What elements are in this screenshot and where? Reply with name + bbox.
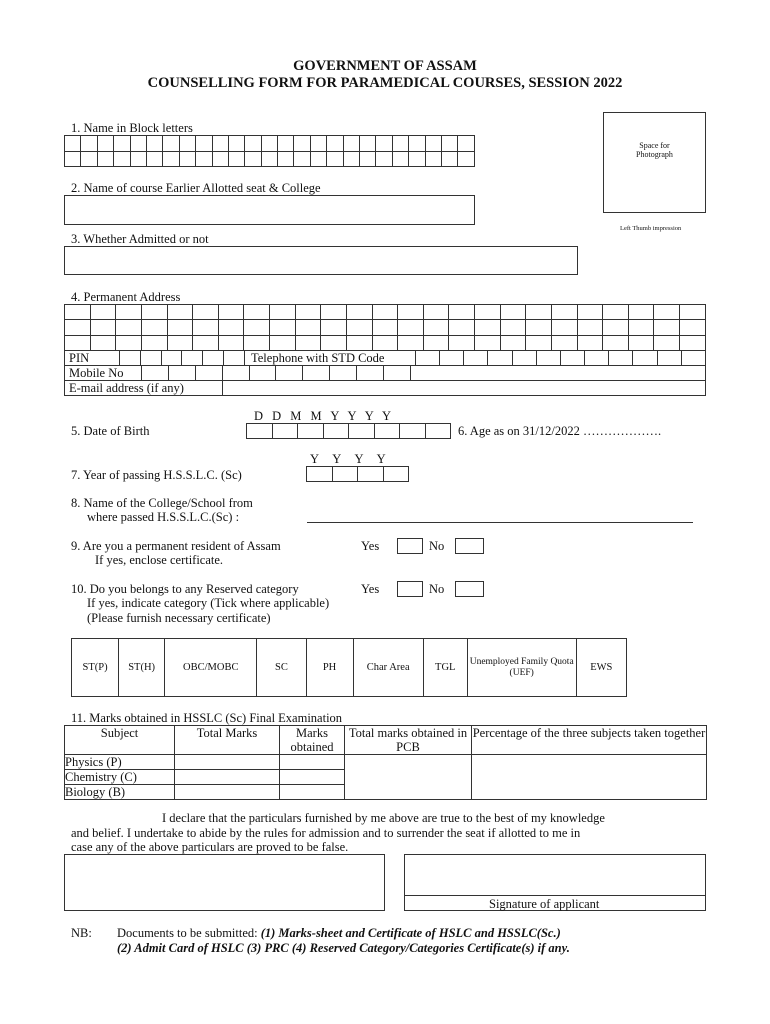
- name-letter-cell[interactable]: [294, 136, 310, 152]
- telephone-digit-cell[interactable]: [488, 351, 512, 366]
- address-letter-cell[interactable]: [141, 305, 167, 320]
- address-letter-cell[interactable]: [526, 320, 552, 335]
- course-label: 2. Name of course Earlier Allotted seat & College: [71, 181, 321, 195]
- pin-label: PIN: [69, 351, 90, 365]
- telephone-digit-cell[interactable]: [585, 351, 609, 366]
- name-letter-cell[interactable]: [245, 151, 261, 167]
- year-digit-cell[interactable]: [383, 467, 409, 482]
- admitted-input[interactable]: [64, 246, 578, 275]
- address-letter-cell[interactable]: [551, 320, 577, 335]
- name-letter-cell[interactable]: [310, 136, 326, 152]
- reserved-note-1: If yes, indicate category (Tick where applicable): [87, 596, 330, 610]
- name-letter-cell[interactable]: [97, 151, 113, 167]
- address-letter-cell[interactable]: [295, 305, 321, 320]
- address-letter-cell[interactable]: [346, 305, 372, 320]
- address-letter-cell[interactable]: [603, 320, 629, 335]
- address-letter-cell[interactable]: [423, 335, 449, 350]
- name-letter-cell[interactable]: [114, 136, 130, 152]
- name-letter-cell[interactable]: [392, 136, 408, 152]
- pin-digit-cell[interactable]: [182, 351, 203, 366]
- year-digit-cell[interactable]: [332, 467, 358, 482]
- name-letter-cell[interactable]: [425, 151, 441, 167]
- address-letter-cell[interactable]: [500, 305, 526, 320]
- name-letter-cell[interactable]: [65, 151, 81, 167]
- address-letter-cell[interactable]: [244, 305, 270, 320]
- name-letter-cell[interactable]: [441, 136, 457, 152]
- pin-digit-cell[interactable]: [120, 351, 141, 366]
- address-letter-cell[interactable]: [398, 320, 424, 335]
- address-letter-cell[interactable]: [218, 320, 244, 335]
- name-letter-cell[interactable]: [343, 136, 359, 152]
- name-letter-cell[interactable]: [163, 151, 179, 167]
- address-letter-cell[interactable]: [346, 335, 372, 350]
- form-title-course: COUNSELLING FORM FOR PARAMEDICAL COURSES, SESSION 2022: [147, 75, 623, 91]
- address-letter-cell[interactable]: [475, 320, 501, 335]
- category-obc-mobc[interactable]: OBC/MOBC: [165, 639, 257, 697]
- resident-no-label: No: [429, 539, 445, 553]
- address-letter-cell[interactable]: [167, 305, 193, 320]
- subject-physics: Physics (P): [65, 755, 175, 770]
- dob-digit-cell[interactable]: [425, 424, 451, 439]
- address-letter-cell[interactable]: [398, 335, 424, 350]
- address-letter-cell[interactable]: [270, 335, 296, 350]
- declaration-line-2: and belief. I undertake to abide by the rules for admission and to surrender the seat if allotted to me in: [71, 826, 581, 840]
- name-letter-cell[interactable]: [196, 136, 212, 152]
- declaration-line-1: I declare that the particulars furnished by me above are true to the best of my knowledge: [162, 811, 605, 825]
- name-letter-cell[interactable]: [458, 151, 475, 167]
- reserved-note-2: (Please furnish necessary certificate): [87, 611, 271, 625]
- dob-digit-cell[interactable]: [349, 424, 375, 439]
- name-letter-cell[interactable]: [409, 136, 425, 152]
- name-letter-cell[interactable]: [228, 136, 244, 152]
- name-letter-cell[interactable]: [130, 136, 146, 152]
- category-sc[interactable]: SC: [257, 639, 306, 697]
- nb-line-1: [117, 926, 561, 940]
- name-letter-cell[interactable]: [146, 151, 162, 167]
- mobile-input-grid[interactable]: [141, 365, 411, 381]
- category-tgl[interactable]: TGL: [423, 639, 467, 697]
- address-letter-cell[interactable]: [193, 335, 219, 350]
- address-letter-cell[interactable]: [654, 320, 680, 335]
- address-letter-cell[interactable]: [577, 320, 603, 335]
- address-letter-cell[interactable]: [423, 320, 449, 335]
- course-input[interactable]: [64, 195, 475, 225]
- subject-chemistry: Chemistry (C): [65, 770, 175, 785]
- address-letter-cell[interactable]: [603, 305, 629, 320]
- resident-no-checkbox[interactable]: [455, 538, 484, 554]
- pcb-total-input[interactable]: [345, 755, 472, 800]
- pin-digit-cell[interactable]: [203, 351, 224, 366]
- chemistry-total-input[interactable]: [175, 770, 280, 785]
- physics-obtained-input[interactable]: [280, 755, 345, 770]
- address-letter-cell[interactable]: [65, 305, 91, 320]
- name-letter-cell[interactable]: [392, 151, 408, 167]
- name-letter-grid[interactable]: [64, 135, 475, 167]
- reserved-yes-label: Yes: [361, 582, 380, 596]
- marks-table: [64, 725, 707, 800]
- address-letter-cell[interactable]: [654, 305, 680, 320]
- age-label: 6. Age as on 31/12/2022 ……………….: [458, 424, 662, 438]
- address-letter-cell[interactable]: [372, 320, 398, 335]
- telephone-digit-cell[interactable]: [536, 351, 560, 366]
- dob-digit-cell[interactable]: [247, 424, 273, 439]
- address-letter-cell[interactable]: [500, 335, 526, 350]
- resident-label: 9. Are you a permanent resident of Assam: [71, 539, 281, 553]
- address-letter-cell[interactable]: [680, 335, 706, 350]
- address-letter-cell[interactable]: [116, 335, 142, 350]
- photo-label-2: Photograph: [636, 150, 673, 159]
- reserved-label: 10. Do you belongs to any Reserved category: [71, 582, 299, 596]
- name-letter-cell[interactable]: [441, 151, 457, 167]
- subject-biology: Biology (B): [65, 785, 175, 800]
- marks-header-percentage: Percentage of the three subjects taken together: [472, 726, 707, 755]
- telephone-label: Telephone with STD Code: [251, 351, 385, 365]
- address-letter-cell[interactable]: [270, 320, 296, 335]
- address-letter-cell[interactable]: [475, 305, 501, 320]
- telephone-digit-cell[interactable]: [464, 351, 488, 366]
- mobile-digit-cell[interactable]: [195, 366, 222, 381]
- photo-label-1: Space for: [639, 141, 670, 150]
- address-letter-cell[interactable]: [116, 320, 142, 335]
- marks-header-pcb: Total marks obtained in PCB: [345, 726, 472, 755]
- mobile-digit-cell[interactable]: [303, 366, 330, 381]
- nb-documents-1: (1) Marks-sheet and Certificate of HSLC and HSSLC(Sc.): [260, 926, 561, 940]
- biology-total-input[interactable]: [175, 785, 280, 800]
- category-char-area[interactable]: Char Area: [353, 639, 423, 697]
- name-letter-cell[interactable]: [327, 136, 343, 152]
- pin-input-grid[interactable]: [119, 350, 245, 366]
- signature-label: Signature of applicant: [489, 897, 600, 911]
- name-letter-cell[interactable]: [179, 151, 195, 167]
- marks-header-subject: Subject: [65, 726, 175, 755]
- telephone-input-grid[interactable]: [415, 350, 706, 366]
- address-letter-cell[interactable]: [346, 320, 372, 335]
- mobile-digit-cell[interactable]: [276, 366, 303, 381]
- marks-header-total: Total Marks: [175, 726, 280, 755]
- pin-digit-cell[interactable]: [140, 351, 161, 366]
- year-input-grid[interactable]: [306, 466, 409, 482]
- telephone-digit-cell[interactable]: [609, 351, 633, 366]
- address-letter-cell[interactable]: [218, 335, 244, 350]
- address-letter-cell[interactable]: [449, 320, 475, 335]
- address-letter-cell[interactable]: [321, 335, 347, 350]
- mobile-digit-cell[interactable]: [222, 366, 249, 381]
- reserved-no-label: No: [429, 582, 445, 596]
- address-letter-cell[interactable]: [654, 335, 680, 350]
- name-letter-cell[interactable]: [212, 136, 228, 152]
- name-letter-cell[interactable]: [81, 151, 97, 167]
- year-label: 7. Year of passing H.S.S.L.C. (Sc): [71, 468, 242, 482]
- name-letter-cell[interactable]: [360, 151, 376, 167]
- address-letter-cell[interactable]: [577, 335, 603, 350]
- telephone-digit-cell[interactable]: [633, 351, 657, 366]
- name-letter-cell[interactable]: [97, 136, 113, 152]
- dob-format-letters: D D M M Y Y Y Y: [254, 409, 392, 423]
- nb-documents-2: (2) Admit Card of HSLC (3) PRC (4) Reserved Category/Categories Certificate(s) if any.: [117, 941, 570, 955]
- address-letter-cell[interactable]: [628, 320, 654, 335]
- category-ph[interactable]: PH: [306, 639, 353, 697]
- address-letter-cell[interactable]: [449, 305, 475, 320]
- nb-prefix: Documents to be submitted:: [117, 926, 258, 940]
- college-label-2: where passed H.S.S.L.C.(Sc) :: [87, 510, 240, 524]
- address-letter-cell[interactable]: [244, 335, 270, 350]
- dob-digit-cell[interactable]: [298, 424, 324, 439]
- name-letter-cell[interactable]: [294, 151, 310, 167]
- name-letter-cell[interactable]: [65, 136, 81, 152]
- address-letter-cell[interactable]: [141, 320, 167, 335]
- address-letter-cell[interactable]: [551, 305, 577, 320]
- year-digit-cell[interactable]: [358, 467, 384, 482]
- name-letter-cell[interactable]: [212, 151, 228, 167]
- telephone-digit-cell[interactable]: [440, 351, 464, 366]
- address-letter-cell[interactable]: [90, 335, 116, 350]
- email-label: E-mail address (if any): [69, 381, 184, 395]
- address-letter-cell[interactable]: [270, 305, 296, 320]
- address-letter-cell[interactable]: [577, 305, 603, 320]
- name-letter-cell[interactable]: [228, 151, 244, 167]
- pin-digit-cell[interactable]: [161, 351, 182, 366]
- address-letter-cell[interactable]: [90, 320, 116, 335]
- address-letter-cell[interactable]: [372, 305, 398, 320]
- address-letter-cell[interactable]: [65, 320, 91, 335]
- name-letter-cell[interactable]: [343, 151, 359, 167]
- category-uef[interactable]: Unemployed Family Quota (UEF): [467, 639, 576, 697]
- name-letter-cell[interactable]: [146, 136, 162, 152]
- name-letter-cell[interactable]: [245, 136, 261, 152]
- college-label-1: 8. Name of the College/School from: [71, 496, 253, 510]
- physics-total-input[interactable]: [175, 755, 280, 770]
- percentage-input[interactable]: [472, 755, 707, 800]
- marks-header-obtained: Marks obtained: [280, 726, 345, 755]
- name-letter-cell[interactable]: [376, 151, 392, 167]
- address-letter-cell[interactable]: [526, 305, 552, 320]
- year-digit-cell[interactable]: [307, 467, 333, 482]
- address-letter-cell[interactable]: [398, 305, 424, 320]
- address-letter-cell[interactable]: [65, 335, 91, 350]
- address-letter-cell[interactable]: [167, 320, 193, 335]
- address-letter-cell[interactable]: [680, 305, 706, 320]
- dob-digit-cell[interactable]: [272, 424, 298, 439]
- address-letter-cell[interactable]: [218, 305, 244, 320]
- biology-obtained-input[interactable]: [280, 785, 345, 800]
- address-letter-cell[interactable]: [551, 335, 577, 350]
- name-letter-cell[interactable]: [196, 151, 212, 167]
- address-letter-cell[interactable]: [321, 320, 347, 335]
- name-letter-cell[interactable]: [114, 151, 130, 167]
- chemistry-obtained-input[interactable]: [280, 770, 345, 785]
- resident-yes-label: Yes: [361, 539, 380, 553]
- name-letter-cell[interactable]: [278, 136, 294, 152]
- name-letter-cell[interactable]: [261, 136, 277, 152]
- address-letter-cell[interactable]: [90, 305, 116, 320]
- address-letter-cell[interactable]: [372, 335, 398, 350]
- declaration-line-3: case any of the above particulars are proved to be false.: [71, 840, 349, 854]
- name-label: 1. Name in Block letters: [71, 121, 193, 135]
- year-format-letters: Y Y Y Y: [310, 452, 386, 466]
- nb-label: NB:: [71, 926, 92, 940]
- college-input-line[interactable]: [307, 522, 693, 523]
- name-letter-cell[interactable]: [163, 136, 179, 152]
- name-letter-cell[interactable]: [81, 136, 97, 152]
- address-letter-cell[interactable]: [295, 335, 321, 350]
- mobile-digit-cell[interactable]: [357, 366, 384, 381]
- address-letter-cell[interactable]: [167, 335, 193, 350]
- address-letter-cell[interactable]: [193, 305, 219, 320]
- name-letter-cell[interactable]: [327, 151, 343, 167]
- address-letter-grid[interactable]: [64, 304, 706, 351]
- address-letter-cell[interactable]: [449, 335, 475, 350]
- reserved-no-checkbox[interactable]: [455, 581, 484, 597]
- resident-note: If yes, enclose certificate.: [95, 553, 224, 567]
- mobile-digit-cell[interactable]: [142, 366, 169, 381]
- address-letter-cell[interactable]: [244, 320, 270, 335]
- address-letter-cell[interactable]: [321, 305, 347, 320]
- form-title-govt: GOVERNMENT OF ASSAM: [293, 58, 477, 74]
- name-letter-cell[interactable]: [130, 151, 146, 167]
- address-letter-cell[interactable]: [628, 305, 654, 320]
- telephone-digit-cell[interactable]: [416, 351, 440, 366]
- resident-yes-checkbox[interactable]: [397, 538, 423, 554]
- address-letter-cell[interactable]: [603, 335, 629, 350]
- reserved-yes-checkbox[interactable]: [397, 581, 423, 597]
- declaration-box[interactable]: [64, 854, 385, 911]
- marks-title: 11. Marks obtained in HSSLC (Sc) Final Examination: [71, 711, 343, 725]
- mobile-digit-cell[interactable]: [330, 366, 357, 381]
- address-letter-cell[interactable]: [628, 335, 654, 350]
- address-letter-cell[interactable]: [423, 305, 449, 320]
- name-letter-cell[interactable]: [179, 136, 195, 152]
- photograph-box[interactable]: [603, 112, 706, 213]
- name-letter-cell[interactable]: [310, 151, 326, 167]
- name-letter-cell[interactable]: [278, 151, 294, 167]
- category-st-h[interactable]: ST(H): [119, 639, 165, 697]
- address-letter-cell[interactable]: [295, 320, 321, 335]
- dob-label: 5. Date of Birth: [71, 424, 150, 438]
- dob-input-grid[interactable]: [246, 423, 451, 439]
- address-letter-cell[interactable]: [526, 335, 552, 350]
- mobile-label: Mobile No: [69, 366, 124, 380]
- name-letter-cell[interactable]: [376, 136, 392, 152]
- address-letter-cell[interactable]: [141, 335, 167, 350]
- telephone-digit-cell[interactable]: [681, 351, 705, 366]
- address-letter-cell[interactable]: [500, 320, 526, 335]
- name-letter-cell[interactable]: [425, 136, 441, 152]
- address-letter-cell[interactable]: [475, 335, 501, 350]
- telephone-digit-cell[interactable]: [657, 351, 681, 366]
- address-letter-cell[interactable]: [193, 320, 219, 335]
- admitted-label: 3. Whether Admitted or not: [71, 232, 209, 246]
- address-letter-cell[interactable]: [680, 320, 706, 335]
- name-letter-cell[interactable]: [409, 151, 425, 167]
- address-letter-cell[interactable]: [116, 305, 142, 320]
- name-letter-cell[interactable]: [458, 136, 475, 152]
- thumb-impression-label: Left Thumb impression: [620, 225, 682, 232]
- category-ews[interactable]: EWS: [576, 639, 626, 697]
- telephone-digit-cell[interactable]: [512, 351, 536, 366]
- telephone-digit-cell[interactable]: [560, 351, 584, 366]
- name-letter-cell[interactable]: [360, 136, 376, 152]
- pin-digit-cell[interactable]: [224, 351, 245, 366]
- dob-digit-cell[interactable]: [400, 424, 426, 439]
- mobile-digit-cell[interactable]: [168, 366, 195, 381]
- dob-digit-cell[interactable]: [323, 424, 349, 439]
- name-letter-cell[interactable]: [261, 151, 277, 167]
- dob-digit-cell[interactable]: [374, 424, 400, 439]
- category-table: [71, 638, 627, 697]
- mobile-digit-cell[interactable]: [384, 366, 411, 381]
- category-st-p[interactable]: ST(P): [72, 639, 119, 697]
- address-label: 4. Permanent Address: [71, 290, 181, 304]
- email-input[interactable]: [222, 380, 706, 396]
- mobile-digit-cell[interactable]: [249, 366, 276, 381]
